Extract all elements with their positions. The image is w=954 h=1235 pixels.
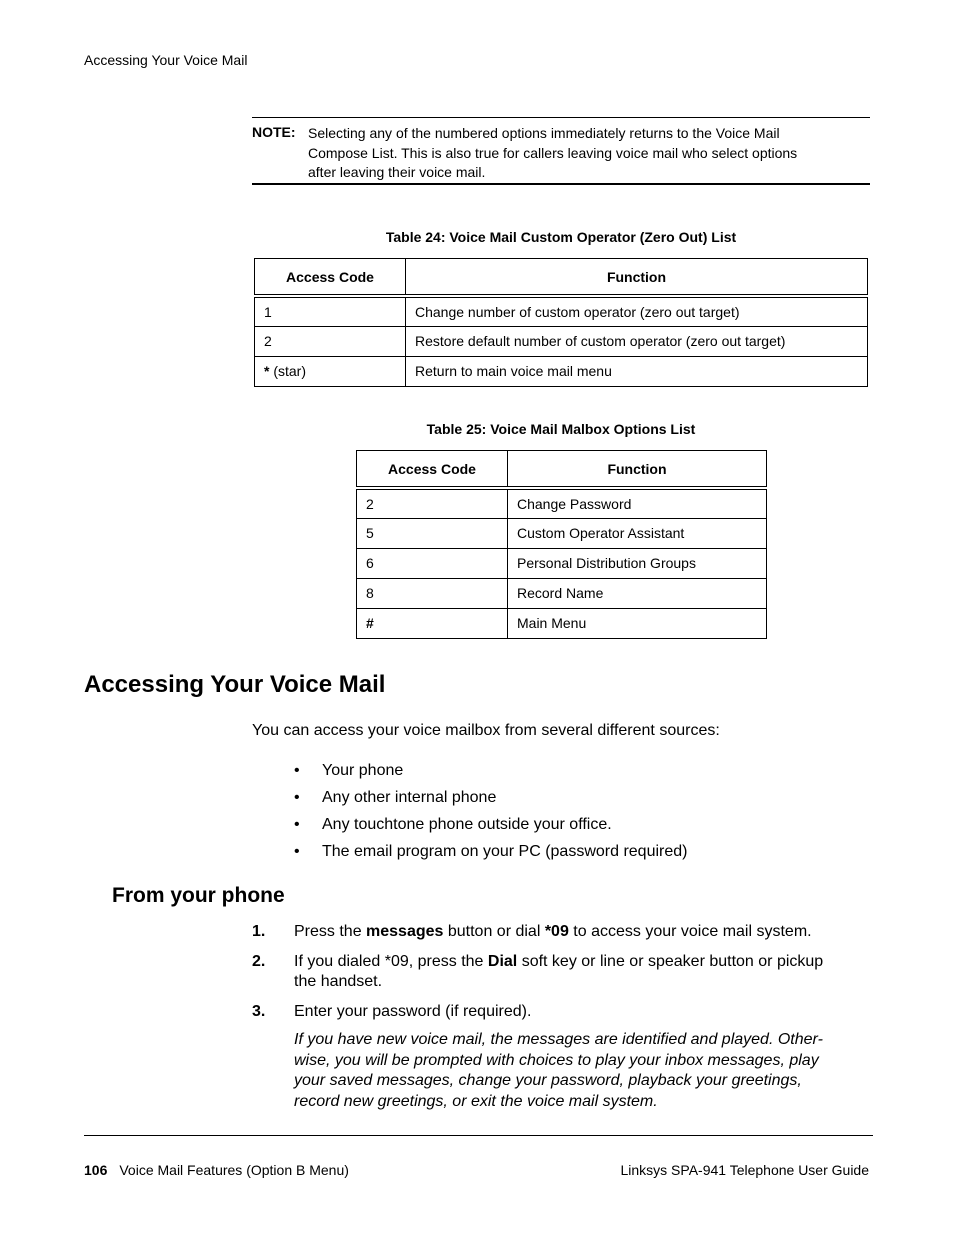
table-row: [357, 578, 767, 608]
table-header-access-code: Access Code: [357, 451, 508, 489]
step-text: button or dial: [443, 923, 545, 940]
note-text: [308, 124, 868, 183]
sources-list: [294, 760, 687, 868]
list-item: [294, 841, 687, 868]
table-row: [255, 296, 868, 326]
note-line: Selecting any of the numbered options immediately returns to the Voice Mail: [308, 125, 780, 141]
table-row: [357, 548, 767, 578]
access-code-cell: 5: [357, 518, 508, 548]
note-line: after leaving their voice mail.: [308, 164, 486, 180]
function-cell: Record Name: [508, 578, 767, 608]
step-keyword: *09: [544, 923, 569, 940]
footer-section-name: Voice Mail Features (Option B Menu): [119, 1162, 349, 1178]
star-symbol: *: [264, 362, 270, 379]
step-number: 3.: [252, 1003, 266, 1020]
function-cell: Change Password: [508, 488, 767, 518]
function-cell: Custom Operator Assistant: [508, 518, 767, 548]
steps-list: [252, 922, 872, 1030]
star-label: (star): [269, 362, 307, 379]
list-item-text: Any touchtone phone outside your office.: [322, 816, 612, 833]
step-text: Enter your password (if required).: [294, 1003, 532, 1020]
table-row: [357, 518, 767, 548]
bullet-icon: •: [294, 816, 300, 833]
step-keyword: Dial: [487, 953, 518, 970]
access-code-cell: 2: [357, 488, 508, 518]
bullet-icon: •: [294, 789, 300, 806]
access-code-cell: 8: [357, 578, 508, 608]
bullet-icon: •: [294, 762, 300, 779]
list-item: [294, 787, 687, 814]
table-25: [356, 450, 767, 639]
access-code-cell: [255, 356, 406, 386]
step-result-note: [294, 1030, 869, 1112]
function-cell: Return to main voice mail menu: [406, 356, 868, 386]
step-keyword: messages: [366, 923, 444, 940]
list-item: [294, 760, 687, 787]
footer-divider: [84, 1135, 873, 1136]
table-header-function: Function: [508, 451, 767, 489]
running-header: Accessing Your Voice Mail: [84, 52, 248, 68]
table-24-caption: Table 24: Voice Mail Custom Operator (Zero Out) List: [385, 229, 737, 245]
step-text: to access your voice mail system.: [568, 923, 812, 940]
list-item: [294, 814, 687, 841]
note-line: your saved messages, change your password, playback your greetings,: [294, 1072, 802, 1090]
step-number: 2.: [252, 953, 266, 970]
function-cell: Change number of custom operator (zero out target): [406, 296, 868, 326]
step-text: the handset.: [294, 973, 383, 990]
function-cell: Restore default number of custom operator (zero out target): [406, 326, 868, 356]
function-cell: Main Menu: [508, 608, 767, 638]
access-code-cell: 6: [357, 548, 508, 578]
table-header-access-code: Access Code: [255, 259, 406, 297]
step-item: [252, 922, 872, 952]
list-item-text: Your phone: [322, 762, 404, 779]
table-row: [255, 356, 868, 386]
access-code-cell: 1: [255, 296, 406, 326]
table-header-function: Function: [406, 259, 868, 297]
page-number: 106: [84, 1162, 108, 1178]
function-cell: Personal Distribution Groups: [508, 548, 767, 578]
list-item-text: The email program on your PC (password required): [322, 843, 688, 860]
table-row: [357, 488, 767, 518]
note-line: Compose List. This is also true for callers leaving voice mail who select options: [308, 144, 798, 161]
table-row: [357, 608, 767, 638]
table-24: [254, 258, 868, 387]
step-text: If you dialed *09, press the: [294, 953, 488, 970]
note-line: If you have new voice mail, the messages are identified and played. Other-: [294, 1031, 823, 1048]
intro-paragraph: You can access your voice mailbox from several different sources:: [252, 722, 720, 739]
bullet-icon: •: [294, 843, 300, 860]
note-box: [252, 117, 870, 185]
step-item: [252, 952, 872, 1002]
note-line: wise, you will be prompted with choices to play your inbox messages, play: [294, 1051, 819, 1069]
step-text: Press the: [294, 923, 367, 940]
footer-left: [84, 1162, 349, 1178]
table-row: [255, 326, 868, 356]
table-25-caption: Table 25: Voice Mail Malbox Options List: [426, 421, 696, 437]
step-number: 1.: [252, 923, 266, 940]
note-line: record new greetings, or exit the voice mail system.: [294, 1092, 658, 1110]
footer-guide-title: Linksys SPA-941 Telephone User Guide: [620, 1162, 869, 1178]
step-text: soft key or line or speaker button or pickup: [517, 953, 824, 970]
step-item: [252, 1002, 872, 1030]
section-heading: Accessing Your Voice Mail: [84, 671, 386, 698]
note-label: NOTE:: [252, 124, 296, 140]
list-item-text: Any other internal phone: [322, 789, 497, 806]
access-code-cell: #: [357, 608, 508, 638]
subsection-heading: From your phone: [112, 884, 285, 907]
access-code-cell: 2: [255, 326, 406, 356]
